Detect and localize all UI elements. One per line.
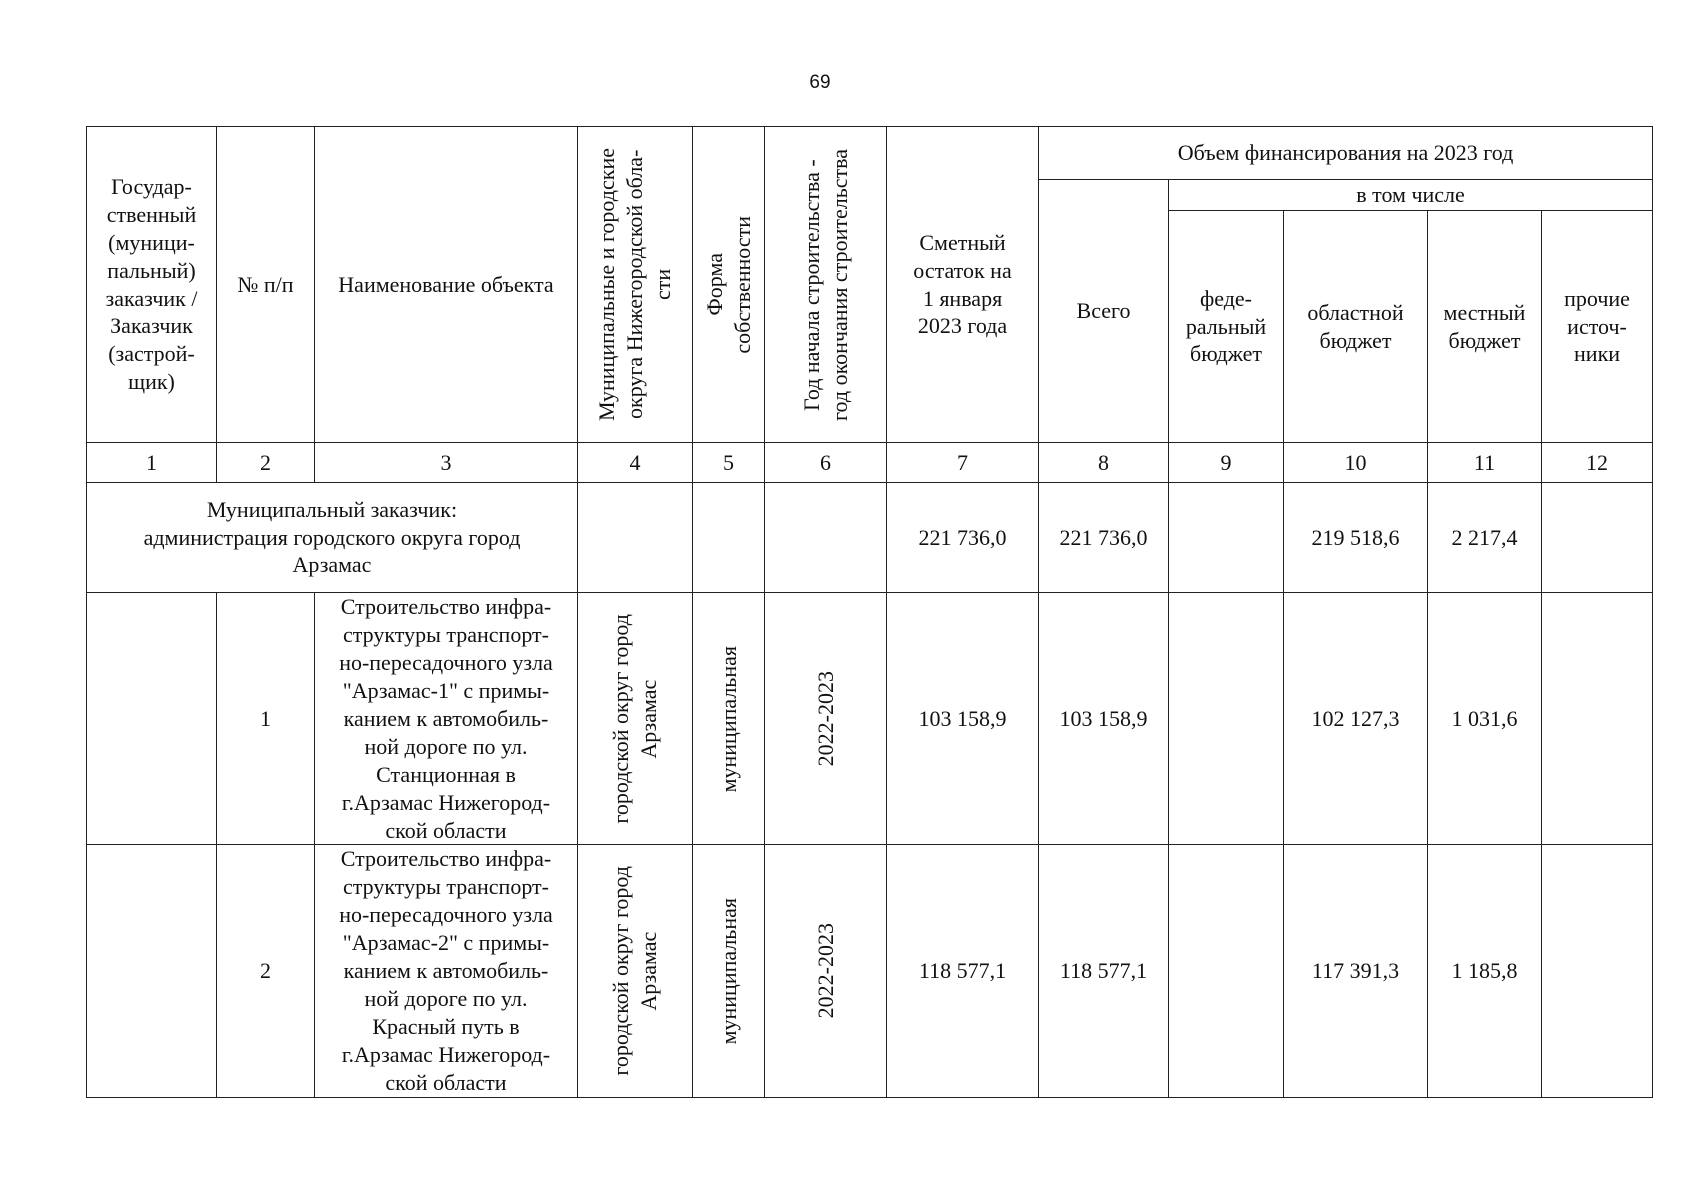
header-total: Всего [1039, 180, 1169, 443]
row-ownership: муниципальная [693, 845, 765, 1097]
row-ownership: муниципальная [693, 593, 765, 845]
colnum-11: 11 [1428, 443, 1542, 483]
header-including: в том числе [1169, 180, 1653, 211]
row-estimate: 118 577,1 [887, 845, 1039, 1097]
colnum-5: 5 [693, 443, 765, 483]
row-total: 118 577,1 [1039, 845, 1169, 1097]
group-label: Муниципальный заказчик: администрация городского округа город Арзамас [87, 483, 578, 593]
group-years [765, 483, 887, 593]
row-estimate: 103 158,9 [887, 593, 1039, 845]
row-regional: 102 127,3 [1284, 593, 1428, 845]
group-total: 221 736,0 [1039, 483, 1169, 593]
header-ownership: Форма собственности [693, 127, 765, 443]
row-municipality: городской округ город Арзамас [578, 593, 693, 845]
group-local: 2 217,4 [1428, 483, 1542, 593]
header-municipalities: Муниципальные и городские округа Нижегородской обла- сти [578, 127, 693, 443]
row-other [1542, 845, 1653, 1097]
row-regional: 117 391,3 [1284, 845, 1428, 1097]
row-customer [87, 845, 217, 1097]
colnum-4: 4 [578, 443, 693, 483]
group-ownership [693, 483, 765, 593]
row-federal [1169, 593, 1284, 845]
colnum-12: 12 [1542, 443, 1653, 483]
group-municipality [578, 483, 693, 593]
header-years: Год начала строительства - год окончания строительства [765, 127, 887, 443]
header-federal: феде- ральный бюджет [1169, 211, 1284, 443]
header-customer: Государ- ственный (муници- пальный) заказчик / Заказчик (застрой- щик) [87, 127, 217, 443]
row-other [1542, 593, 1653, 845]
group-row [87, 483, 1653, 593]
colnum-7: 7 [887, 443, 1039, 483]
row-years: 2022-2023 [765, 845, 887, 1097]
page-number: 69 [809, 72, 831, 93]
row-local: 1 185,8 [1428, 845, 1542, 1097]
group-regional: 219 518,6 [1284, 483, 1428, 593]
header-local: местный бюджет [1428, 211, 1542, 443]
financing-table [86, 126, 1653, 1098]
colnum-9: 9 [1169, 443, 1284, 483]
colnum-6: 6 [765, 443, 887, 483]
colnum-3: 3 [315, 443, 578, 483]
table-row [87, 845, 1653, 1097]
colnum-2: 2 [217, 443, 315, 483]
row-federal [1169, 845, 1284, 1097]
row-local: 1 031,6 [1428, 593, 1542, 845]
row-municipality: городской округ город Арзамас [578, 845, 693, 1097]
row-years: 2022-2023 [765, 593, 887, 845]
header-funding-title: Объем финансирования на 2023 год [1039, 127, 1653, 180]
row-object-name: Строительство инфра- структуры транспорт- но-пересадочного узла "Арзамас-1" с примы- канием к автомобиль- ной дороге по ул. Станционная в г.Арзамас Нижегород- ской области [315, 593, 578, 845]
colnum-8: 8 [1039, 443, 1169, 483]
row-customer [87, 593, 217, 845]
row-object-name: Строительство инфра- структуры транспорт- но-пересадочного узла "Арзамас-2" с примы- канием к автомобиль- ной дороге по ул. Красный путь в г.Арзамас Нижегород- ской области [315, 845, 578, 1097]
row-total: 103 158,9 [1039, 593, 1169, 845]
colnum-10: 10 [1284, 443, 1428, 483]
colnum-1: 1 [87, 443, 217, 483]
table-row [87, 593, 1653, 845]
group-estimate: 221 736,0 [887, 483, 1039, 593]
header-other: прочие источ- ники [1542, 211, 1653, 443]
header-object-name: Наименование объекта [315, 127, 578, 443]
header-regional: областной бюджет [1284, 211, 1428, 443]
header-estimate: Сметный остаток на 1 января 2023 года [887, 127, 1039, 443]
column-numbers-row [87, 443, 1653, 483]
group-federal [1169, 483, 1284, 593]
row-num: 2 [217, 845, 315, 1097]
group-other [1542, 483, 1653, 593]
header-num: № п/п [217, 127, 315, 443]
row-num: 1 [217, 593, 315, 845]
